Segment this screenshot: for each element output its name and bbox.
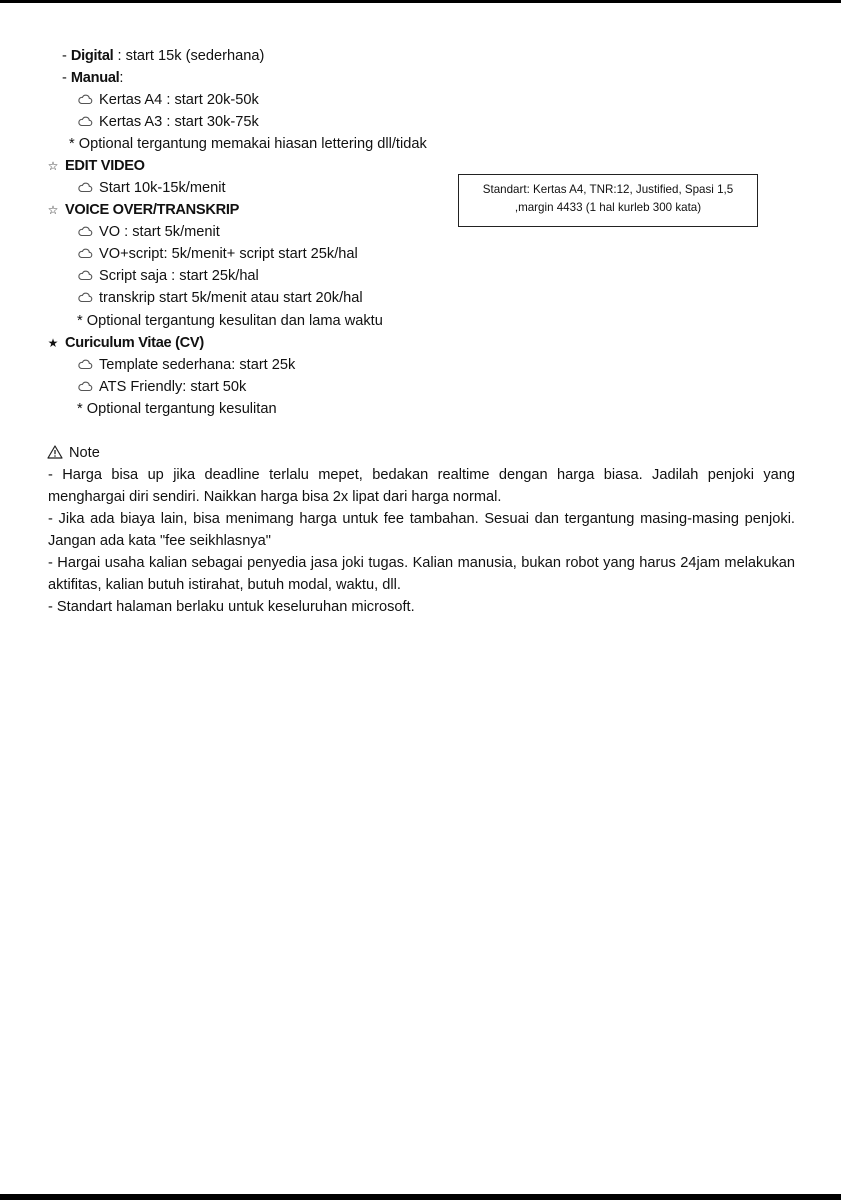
cloud-icon bbox=[77, 223, 93, 239]
note-paragraph-1: - Harga bisa up jika deadline terlalu mepet, bedakan realtime dengan harga biasa. Jadilah penjoki yang menghargai diri sendiri. Naikkan harga bisa 2x lipat dari harga normal. bbox=[48, 467, 795, 505]
top-border bbox=[0, 0, 841, 3]
manual-line bbox=[62, 67, 123, 89]
manual-note: * Optional tergantung memakai hiasan lettering dll/tidak bbox=[69, 136, 427, 152]
list-item: Kertas A3 : start 30k-75k bbox=[77, 111, 259, 133]
cloud-icon bbox=[77, 113, 93, 129]
note-paragraph-4: - Standart halaman berlaku untuk keseluruhan microsoft. bbox=[48, 599, 415, 615]
cloud-icon bbox=[77, 179, 93, 195]
bottom-border bbox=[0, 1194, 841, 1200]
list-item: Kertas A4 : start 20k-50k bbox=[77, 89, 259, 111]
note-paragraph-2: - Jika ada biaya lain, bisa menimang harga untuk fee tambahan. Sesuai dan tergantung masing-masing penjoki. Jangan ada kata "fee seikhlasnya" bbox=[48, 511, 795, 549]
digital-value: : start 15k (sederhana) bbox=[113, 48, 265, 64]
cloud-icon bbox=[77, 356, 93, 372]
list-item: VO : start 5k/menit bbox=[77, 221, 220, 243]
cv-heading: ★ Curiculum Vitae (CV) bbox=[47, 332, 204, 354]
digital-prefix: - bbox=[62, 48, 71, 64]
list-item: VO+script: 5k/menit+ script start 25k/hal bbox=[77, 243, 358, 265]
note-paragraph-3: - Hargai usaha kalian sebagai penyedia jasa joki tugas. Kalian manusia, bukan robot yang harus 24jam melakukan aktifitas, kalian butuh istirahat, butuh modal, waktu, dll. bbox=[48, 555, 795, 593]
warning-icon bbox=[47, 444, 63, 460]
cloud-icon bbox=[77, 267, 93, 283]
cloud-icon bbox=[77, 91, 93, 107]
digital-line bbox=[62, 45, 264, 67]
standard-line-1: Standart: Kertas A4, TNR:12, Justified, Spasi 1,5 bbox=[482, 183, 734, 196]
list-item: Script saja : start 25k/hal bbox=[77, 265, 259, 287]
list-item: Start 10k-15k/menit bbox=[77, 177, 226, 199]
list-item: transkrip start 5k/menit atau start 20k/hal bbox=[77, 287, 363, 309]
cloud-icon bbox=[77, 245, 93, 261]
edit-video-heading: ☆ EDIT VIDEO bbox=[47, 155, 145, 177]
list-item: ATS Friendly: start 50k bbox=[77, 376, 246, 398]
voice-over-note: * Optional tergantung kesulitan dan lama waktu bbox=[77, 313, 383, 329]
standard-line-2: ,margin 4433 (1 hal kurleb 300 kata) bbox=[514, 201, 702, 214]
star-outline-icon: ☆ bbox=[47, 203, 59, 217]
star-filled-icon: ★ bbox=[47, 336, 59, 350]
manual-label: Manual bbox=[70, 70, 120, 86]
manual-prefix: - bbox=[62, 70, 71, 86]
note-heading: Note bbox=[47, 442, 100, 464]
list-item: Template sederhana: start 25k bbox=[77, 354, 295, 376]
manual-suffix: : bbox=[119, 70, 124, 86]
cloud-icon bbox=[77, 289, 93, 305]
voice-over-heading: ☆ VOICE OVER/TRANSKRIP bbox=[47, 199, 239, 221]
standard-info-box bbox=[458, 174, 758, 227]
star-outline-icon: ☆ bbox=[47, 159, 59, 173]
cv-note: * Optional tergantung kesulitan bbox=[77, 401, 277, 417]
cloud-icon bbox=[77, 378, 93, 394]
digital-label: Digital bbox=[70, 48, 114, 64]
